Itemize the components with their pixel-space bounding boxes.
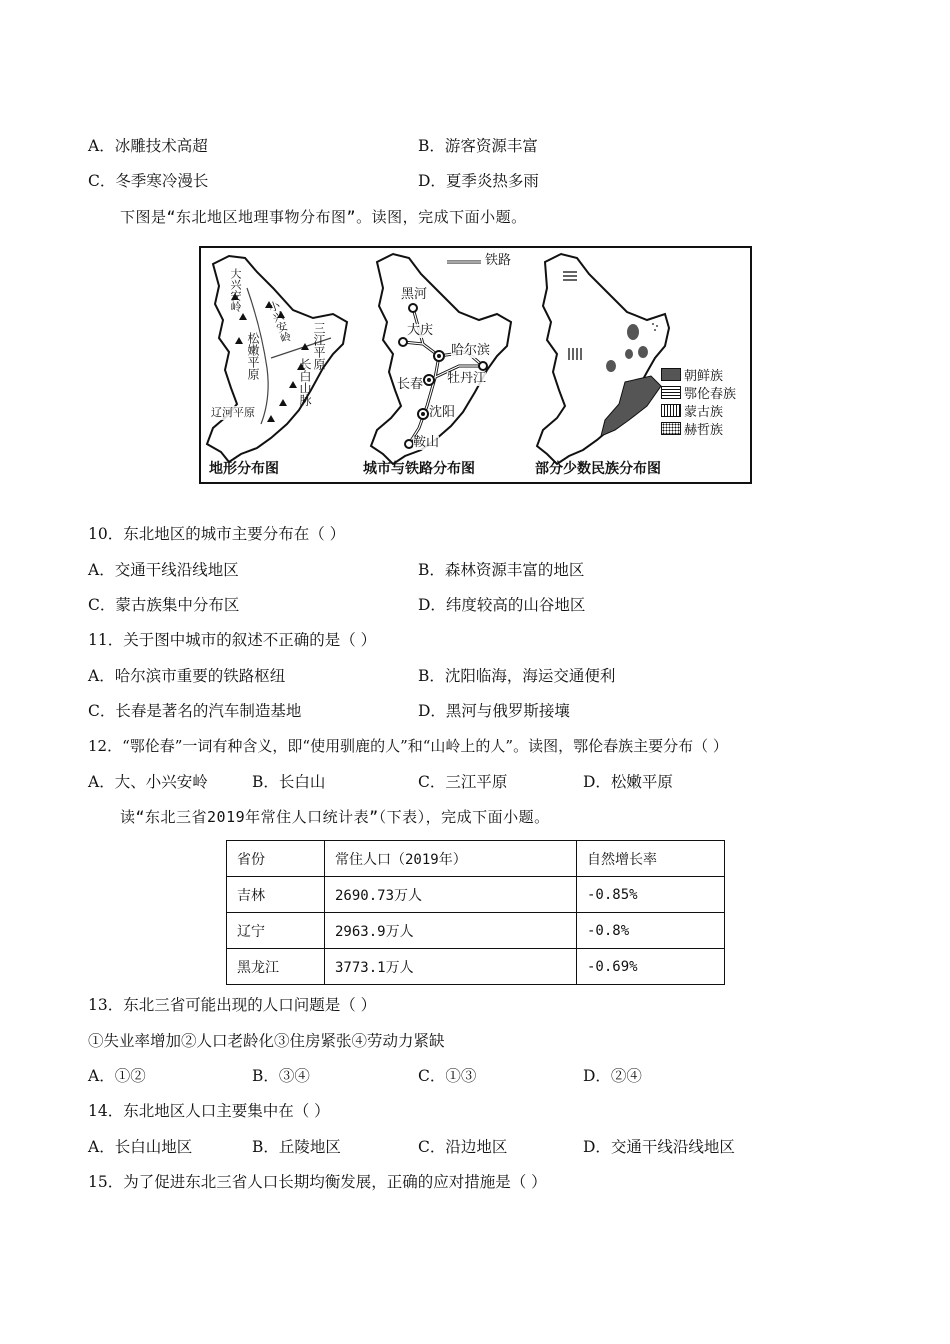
city-harbin: 哈尔滨 (451, 343, 491, 358)
q14-option-d: D．交通干线沿线地区 (583, 1138, 735, 1156)
legend-korean: 朝鲜族 (661, 368, 723, 385)
q10-option-b: B．森林资源丰富的地区 (418, 561, 585, 579)
q12-option-c: C．三江平原 (418, 773, 508, 791)
legend-mongol: 蒙古族 (661, 404, 723, 421)
cell-province: 吉林 (227, 877, 325, 913)
city-railway-map-panel (363, 248, 539, 482)
header-growth-rate: 自然增长率 (577, 841, 725, 877)
figure-intro: 下图是“东北地区地理事物分布图”。读图，完成下面小题。 (120, 208, 527, 226)
railway-legend-label: 铁路 (485, 253, 512, 268)
terrain-map-panel (201, 248, 371, 482)
table-row (227, 949, 725, 985)
q10-option-c: C．蒙古族集中分布区 (88, 596, 240, 614)
q9-option-a: A．冰雕技术高超 (88, 137, 208, 155)
q14-option-b: B．丘陵地区 (252, 1138, 341, 1156)
oroqen-swatch-icon (661, 386, 681, 399)
ethnic-map-drawing (531, 248, 671, 482)
table-intro: 读“东北三省2019年常住人口统计表”（下表），完成下面小题。 (120, 808, 550, 826)
northeast-map-figure (199, 246, 752, 484)
table-header-row (227, 841, 725, 877)
q13-option-b: B．③④ (252, 1067, 310, 1085)
q11-option-b: B．沈阳临海，海运交通便利 (418, 667, 616, 685)
table-row (227, 877, 725, 913)
q13-stem: 13．东北三省可能出现的人口问题是（ ） (88, 996, 377, 1014)
cell-population: 3773.1万人 (325, 949, 577, 985)
q13-items: ①失业率增加②人口老龄化③住房紧张④劳动力紧缺 (88, 1032, 445, 1050)
ethnic-map-panel (531, 248, 750, 482)
hezhe-swatch-icon (661, 422, 681, 435)
city-changchun: 长春 (397, 377, 424, 392)
korean-swatch-icon (661, 368, 681, 381)
q12-stem: 12．“鄂伦春”一词有种含义，即“使用驯鹿的人”和“山岭上的人”。读图，鄂伦春族主要分布（ ） (88, 737, 728, 755)
label-song-nen: 松嫩平原 (246, 332, 260, 380)
city-railway-map-drawing (363, 248, 539, 482)
q9-option-b: B．游客资源丰富 (418, 137, 538, 155)
q11-option-a: A．哈尔滨市重要的铁路枢纽 (88, 667, 286, 685)
header-province: 省份 (227, 841, 325, 877)
ethnic-map-caption: 部分少数民族分布图 (535, 461, 661, 477)
label-xiao-xing-an: 小兴安岭 (265, 298, 294, 345)
cell-growth-rate: -0.8% (577, 913, 725, 949)
q9-option-d: D．夏季炎热多雨 (418, 172, 539, 190)
population-table (226, 840, 725, 985)
q14-option-c: C．沿边地区 (418, 1138, 508, 1156)
q13-option-a: A．①② (88, 1067, 146, 1085)
cell-province: 黑龙江 (227, 949, 325, 985)
label-da-xing-an: 大兴安岭 (229, 268, 242, 312)
q12-option-d: D．松嫩平原 (583, 773, 673, 791)
terrain-map-drawing (201, 248, 371, 482)
cell-population: 2690.73万人 (325, 877, 577, 913)
city-daqing: 大庆 (407, 323, 434, 338)
label-san-jiang: 三江平原 (312, 322, 326, 370)
header-population: 常住人口（2019年） (325, 841, 577, 877)
q13-option-c: C．①③ (418, 1067, 477, 1085)
city-railway-map-caption: 城市与铁路分布图 (363, 461, 475, 477)
cell-growth-rate: -0.69% (577, 949, 725, 985)
q13-option-d: D．②④ (583, 1067, 642, 1085)
legend-hezhe: 赫哲族 (661, 422, 723, 439)
legend-oroqen: 鄂伦春族 (661, 386, 736, 403)
city-mudanjiang: 牡丹江 (447, 371, 487, 386)
q12-option-b: B．长白山 (252, 773, 326, 791)
q10-option-d: D．纬度较高的山谷地区 (418, 596, 586, 614)
q9-option-c: C．冬季寒冷漫长 (88, 172, 209, 190)
cell-population: 2963.9万人 (325, 913, 577, 949)
label-chang-bai: 长白山脉 (298, 358, 312, 406)
city-heihe: 黑河 (401, 287, 428, 302)
label-liao-he: 辽河平原 (211, 406, 255, 419)
q11-option-c: C．长春是著名的汽车制造基地 (88, 702, 302, 720)
city-shenyang: 沈阳 (429, 405, 456, 420)
q10-stem: 10．东北地区的城市主要分布在（ ） (88, 525, 346, 543)
q14-stem: 14．东北地区人口主要集中在（ ） (88, 1102, 330, 1120)
cell-province: 辽宁 (227, 913, 325, 949)
city-anshan: 鞍山 (413, 435, 440, 450)
terrain-map-caption: 地形分布图 (209, 461, 279, 477)
q11-option-d: D．黑河与俄罗斯接壤 (418, 702, 570, 720)
table-row (227, 913, 725, 949)
mongol-swatch-icon (661, 404, 681, 417)
q15-stem: 15．为了促进东北三省人口长期均衡发展，正确的应对措施是（ ） (88, 1173, 547, 1191)
q14-option-a: A．长白山地区 (88, 1138, 193, 1156)
cell-growth-rate: -0.85% (577, 877, 725, 913)
q10-option-a: A．交通干线沿线地区 (88, 561, 239, 579)
q11-stem: 11．关于图中城市的叙述不正确的是（ ） (88, 631, 377, 649)
q12-option-a: A．大、小兴安岭 (88, 773, 208, 791)
